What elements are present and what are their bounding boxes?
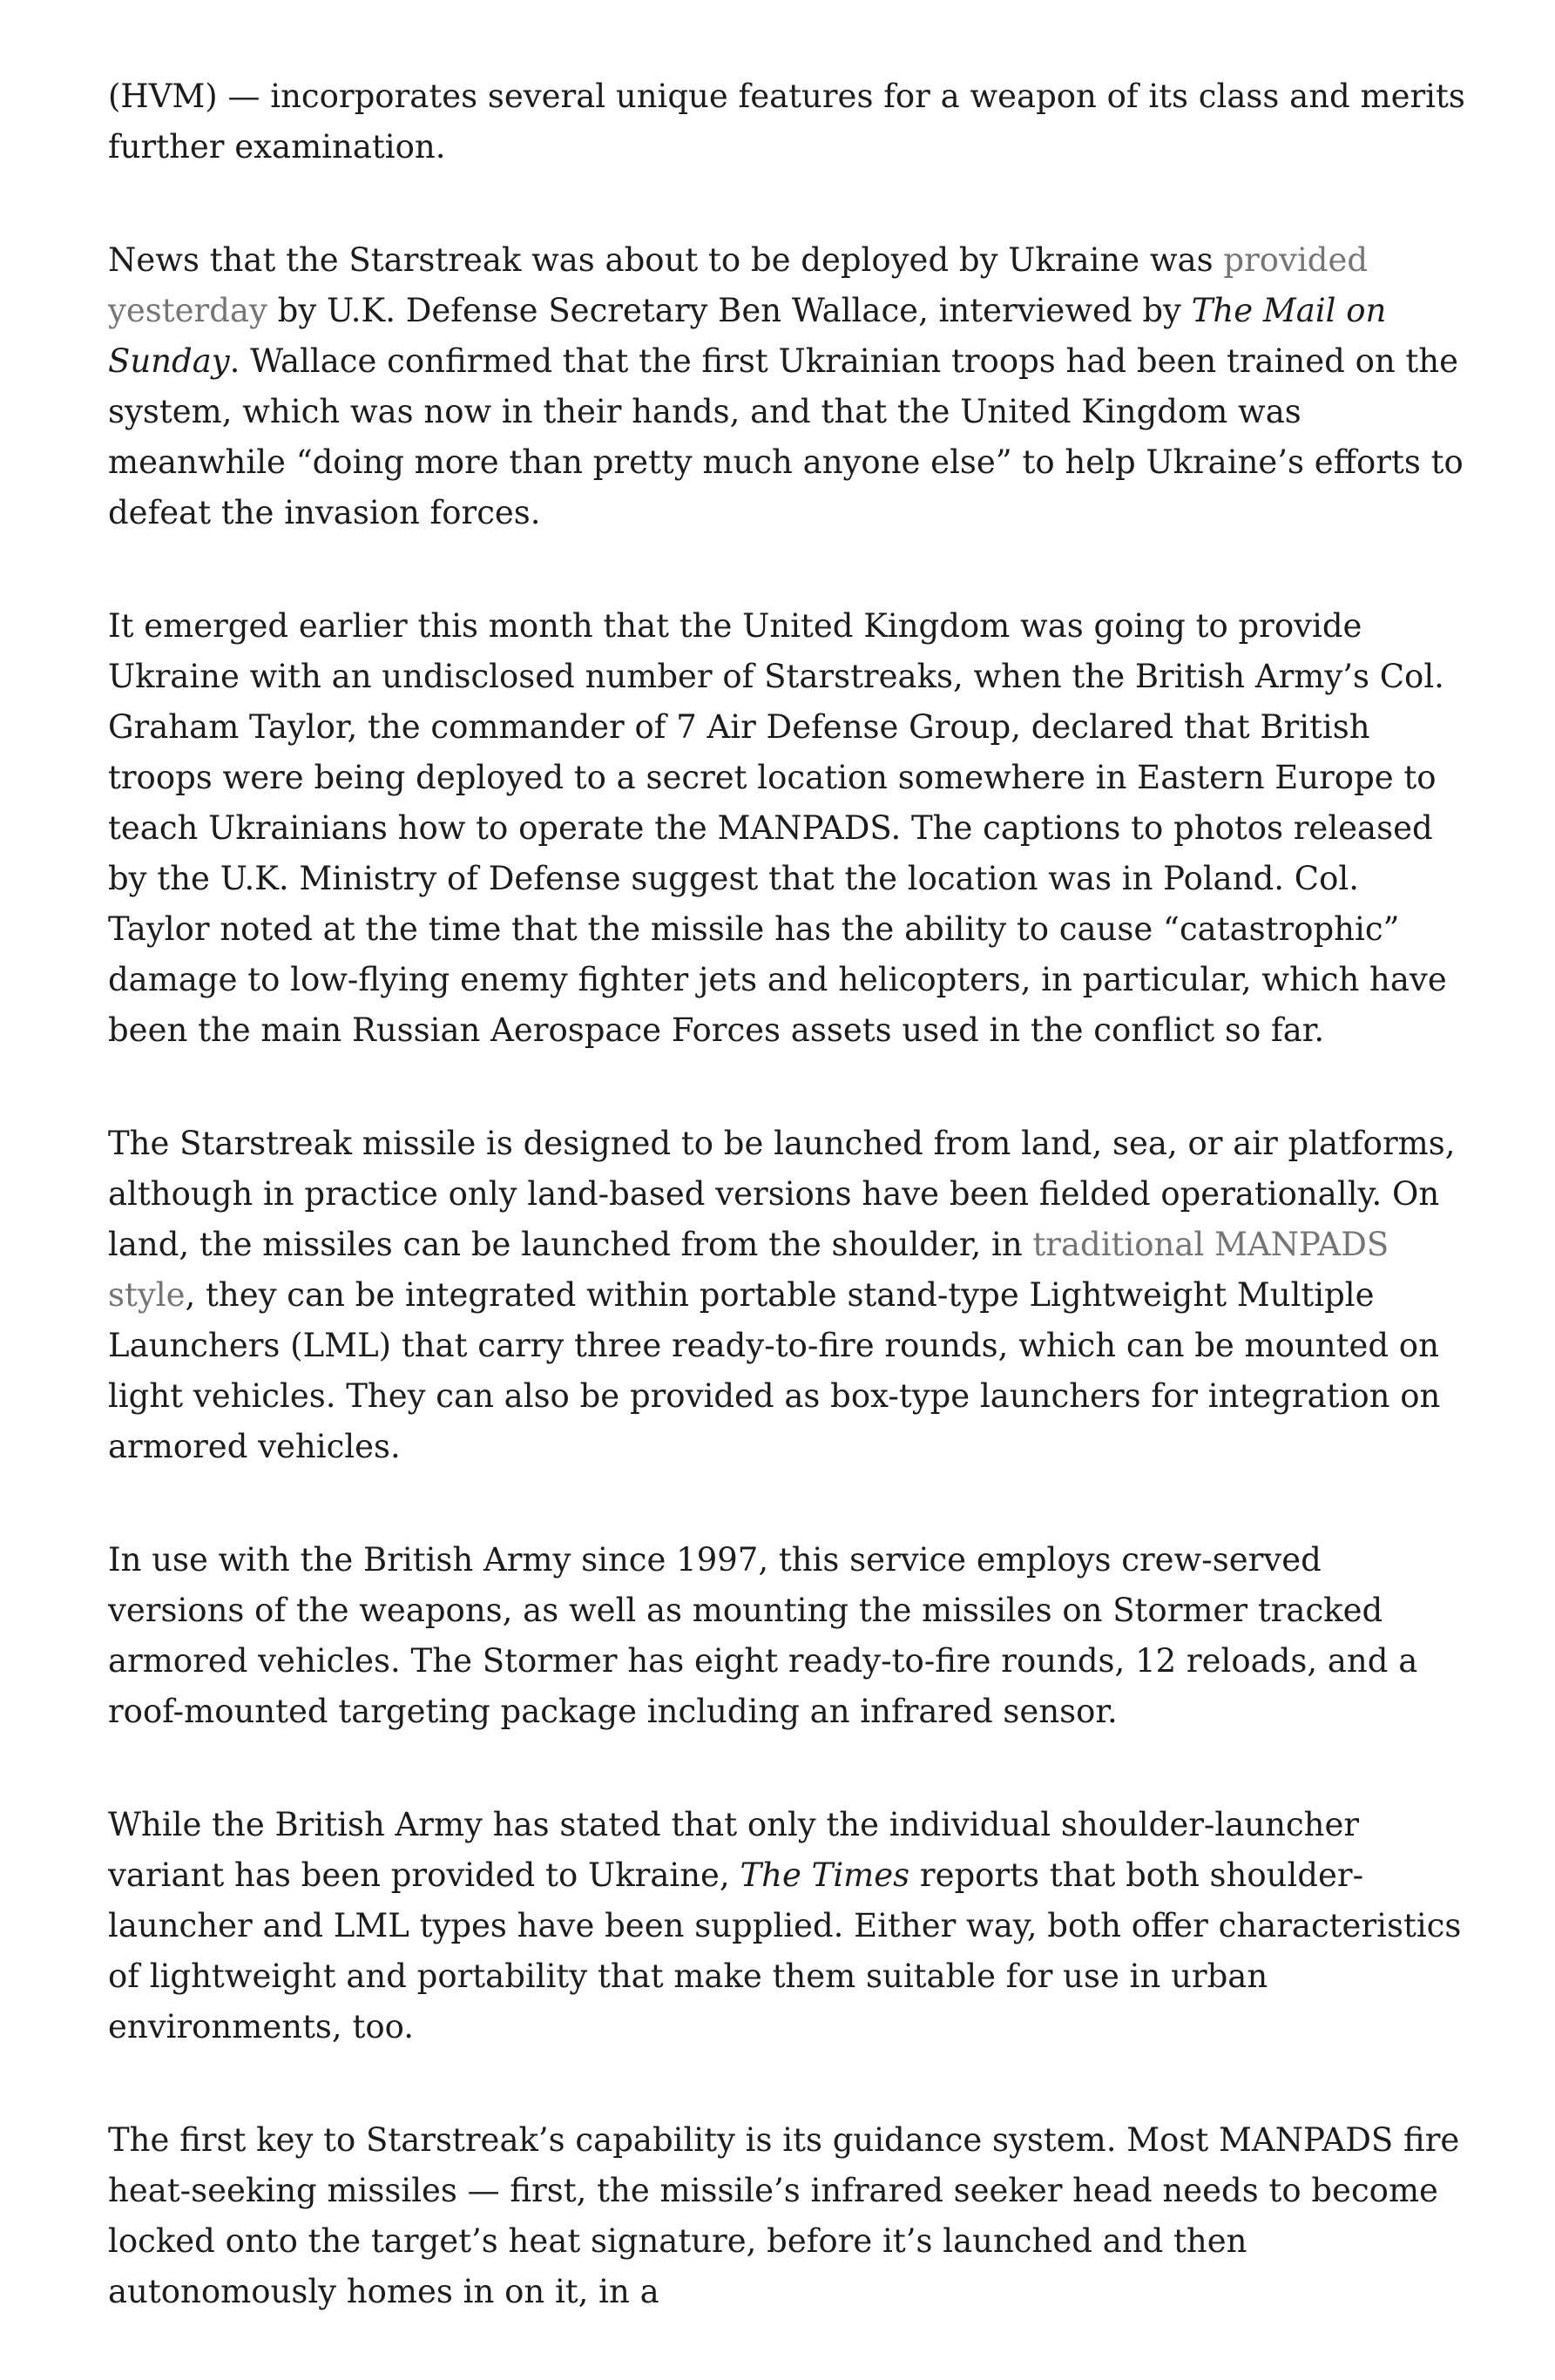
paragraph-text: . Wallace confirmed that the first Ukrainian troops had been trained on the system, which was now in their hands, and that the United Kingdom was meanwhile “doing more than pretty much anyone else” to help Ukraine’s efforts to defeat the invasion forces. [108,342,1464,531]
paragraph [108,235,1467,538]
paragraph [108,1535,1467,1737]
paragraph [108,2115,1467,2317]
paragraph [108,601,1467,1056]
paragraph [108,1800,1467,2052]
publication-title: The Times [740,1856,910,1894]
paragraph-text: by U.K. Defense Secretary Ben Wallace, interviewed by [267,292,1192,329]
paragraph-text: reports that both shoulder-launcher and LML types have been supplied. Either way, both offer characteristics of lightweight and portability that make them suitable for use in urban environments, too. [108,1856,1462,2045]
paragraph-text: The Starstreak missile is designed to be launched from land, sea, or air platforms, although in practice only land-based versions have been fielded operationally. On land, the missiles can be launched from the shoulder, in [108,1125,1456,1263]
article-body [108,71,1467,2380]
paragraph-text: (HVM) — incorporates several unique features for a weapon of its class and merits further examination. [108,78,1465,166]
paragraph [108,1119,1467,1472]
publication-title: The Mail on Sunday [108,292,1387,380]
paragraph-text: It emerged earlier this month that the United Kingdom was going to provide Ukraine with an undisclosed number of Starstreaks, when the British Army’s Col. Graham Taylor, the commander of 7 Air Defense Group, declared that British troops were being deployed to a secret location somewhere in Eastern Europe to teach Ukrainians how to operate the MANPADS. The captions to photos released by the U.K. Ministry of Defense suggest that the location was in Poland. Col. Taylor noted at the time that the missile has the ability to cause “catastrophic” damage to low-flying enemy fighter jets and helicopters, in particular, which have been the main Russian Aerospace Forces assets used in the conflict so far. [108,607,1447,1049]
inline-link[interactable]: provided yesterday [108,241,1369,329]
paragraph-text: News that the Starstreak was about to be deployed by Ukraine was [108,241,1224,279]
inline-link[interactable]: traditional MANPADS style [108,1226,1389,1314]
paragraph-text: In use with the British Army since 1997, this service employs crew-served versions of the weapons, as well as mounting the missiles on Stormer tracked armored vehicles. The Stormer has eight ready-to-fire rounds, 12 reloads, and a roof-mounted targeting package including an infrared sensor. [108,1541,1418,1730]
paragraph-text: While the British Army has stated that only the individual shoulder-launcher variant has been provided to Ukraine, [108,1806,1360,1894]
paragraph-text: , they can be integrated within portable stand-type Lightweight Multiple Launchers (LML) that carry three ready-to-fire rounds, which can be mounted on light vehicles. They can also be provided as box-type launchers for integration on armored vehicles. [108,1276,1441,1465]
paragraph-text: The first key to Starstreak’s capability is its guidance system. Most MANPADS fire heat-seeking missiles — first, the missile’s infrared seeker head needs to become locked onto the target’s heat signature, before it’s launched and then autonomously homes in on it, in a [108,2121,1460,2310]
paragraph [108,71,1467,172]
